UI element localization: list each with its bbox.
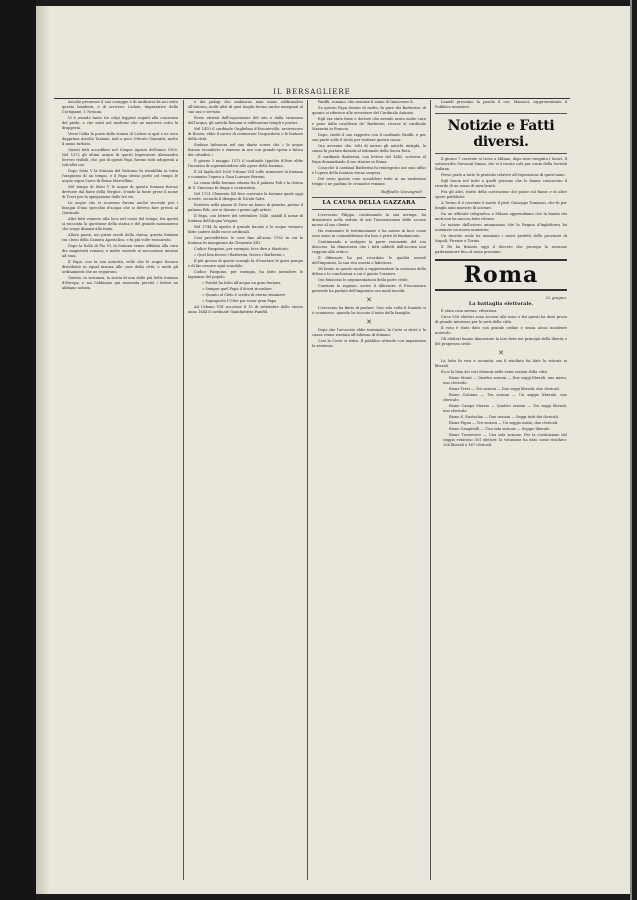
roma-date: 22 giugno.	[545, 295, 567, 300]
col4-paragraph: Il giorno 7 corrente si trova a Milano, dopo aver eseguito i lavori, il sottoscritto Giovanni Sanna, che si è recato colà per conto della Società Italiana.	[435, 157, 567, 171]
roma-paragraph: Il voto è stato dato con grande ordine e senza alcun incidente notevole.	[435, 326, 567, 335]
col3-section-paragraph: Convinta la ragione, scrive il difensore, il Procuratore generale ha parlato dell'imputato con modi insoliti.	[312, 284, 426, 293]
masthead-rule	[54, 98, 570, 99]
col2-paragraph: Il più grosso di questi consigli fu d'esortare le gravi pompe e di far cessare ogni scandalo.	[188, 259, 303, 268]
article-signature: Raffaello Giovagnoli	[381, 189, 422, 194]
col2-paragraph: Il giorno 3 maggio 1573 il cardinale Ippolito d'Este ebbe l'incarico di sopraintendere alle opere della fontana.	[188, 159, 303, 168]
roma-result: Rione Trevi — Tre sezioni — Due seggi liberali, due clericali.	[449, 387, 560, 391]
col4-paragraph: Un decreto reale ha nominato i nuovi prefetti delle provincie di Napoli, Firenze e Torino.	[435, 234, 567, 243]
col3-section-paragraph: Mi limito in questo modo a rappresentare la sostanza della difesa e le conclusioni a cui è giunto l'oratore.	[312, 267, 426, 276]
col3-paragraph: Del resto queste cose accaddero tutte in un medesimo tempo e ne parlano le cronache romane.	[312, 177, 426, 186]
col3-closing: Così la Corte si ritira. Il pubblico attende con impazienza la sentenza.	[312, 339, 426, 348]
roma-paragraph: La lotta fu viva e accanita, ma il risultato ha dato la vittoria ai liberali.	[435, 359, 567, 368]
col1-paragraph: Allora passò, nei primi secoli della chiesa, questa fontana tra i beni della Camera Apostolica, e fu più volte restaurata.	[62, 233, 178, 242]
col1-paragraph: Le acque che vi scorrono furono anche ricevute per i bisogni d'uno specchio d'acqua che si doveva fare presso al Quirinale.	[62, 201, 178, 215]
column-4	[435, 100, 567, 880]
col2-paragraph: e dei palagi che andavano man mano edificandosi all'intorno, molti altri di quei luoghi furono anche assegnati al suo uso e servizio.	[188, 100, 303, 114]
col4-paragraph: Egli lascia nel tutte a quelli persone che lo hanno conosciuto il ricordo di un uomo di rara bontà.	[435, 179, 567, 188]
scan-margin	[0, 0, 36, 900]
col2-closing: Ad Urbano VIII successe il 15 di settembre dello stesso anno 1644 il cardinale Giambattista Pamfili.	[188, 305, 303, 314]
column-divider	[183, 100, 184, 880]
col1-paragraph: Il Papa, con la sua autorità, volle che le acque fossero distribuite in egual misura alle case della città, e molti gli ordinamenti che ne seguirono.	[62, 260, 178, 274]
separator-cross: ✕	[366, 318, 372, 326]
separator-cross: ✕	[366, 296, 372, 304]
right-edge-line	[630, 0, 632, 900]
section-title: LA CAUSA DELLA GAZZARA	[322, 200, 416, 206]
roma-banner	[435, 259, 567, 291]
col2-paragraph: Così procedettero le cose fino all'anno 1762 in cui la fontana fu inaugurata da Clemente XIII.	[188, 236, 303, 245]
section-rule	[312, 197, 426, 198]
col2-verse: « Sempre quel Papa il dovrà ricordare	[202, 287, 272, 291]
col1-paragraph: Vi è avendo tanto tre colpi leggieri seguiti alla coscienza del piede, e che sentì nel moderar che ne nasceste sotto la drapperia.	[62, 116, 178, 130]
col1-paragraph: Arcolio promesse il suo coraggio e di unificarsi da noi sotto questa bandiera, e di scrivere: Lichen, Imperatrice delle Cortigiane, I. Nezioni.	[62, 100, 178, 114]
col2-quote: « Quel ben fecero i Barberini, fecero i Barberini »	[194, 253, 285, 257]
col4-paragraph: Da un ufficiale telegrafico a Milano apprendiamo che la banda dei moti non ha ancora fatto ritorno.	[435, 212, 567, 221]
col1-paragraph: Dopo Sisto V la fontana del Vaticano fu ristabilita in tutta l'ampiezza di un tempo, e il Papa stesso portò col tempo le acque sopra l'arco di Roma Marcellino.	[62, 169, 178, 183]
roma-paragraph: Circa 950 elettori sono accorsi alle urne e fra questi ha dato prova di grande interesse per le sorti della città.	[435, 315, 567, 324]
col3-section-paragraph: Il difensore ha poi ricordato le qualità morali dell'imputato, la sua vita onesta e laboriosa.	[312, 256, 426, 265]
roma-subtitle: La battaglia elettorale.	[468, 301, 534, 307]
col4-paragraph: Il Re ha firmato oggi il decreto che proroga la sessione parlamentare fino al mese prossimo.	[435, 245, 567, 254]
roma-paragraph: È stata cosa serena, vittoriosa.	[441, 309, 498, 313]
col3-paragraph: Il cardinale Barberini, con lettere del 1645, scriveva al Papa domandando il suo ritorno in Roma.	[312, 155, 426, 164]
col2-verse: « Sopraposto l'Urbe per esser gran Papa	[202, 299, 277, 303]
column-2	[188, 100, 303, 880]
col1-paragraph: Altri fatti vennero alla luce nel corso del tempo; fra questi si racconta la questione della statua e del grande monumento che sorge dinanzi alla fonte.	[62, 217, 178, 231]
col2-paragraph: La causa della fontana situata fra il palazzo Poli e la chiesa di S. Vincenzo fu lunga e contrastata.	[188, 181, 303, 190]
col3-section-paragraph: L'avvocato ha finito di parlare. Una sola volta il Daniele si è commosso, quando ha toccato il tasto della famiglia.	[312, 306, 426, 315]
col4-paragraph: Prese parte a tutte le pratiche relative all'esposizione di quest'anno.	[441, 173, 566, 177]
col3-paragraph: Egli era stato frate e dottore che avendo avuto molte cure e pene dalla cavalleria de' Barberini, ricorse al cardinale Mazarini in Francia.	[312, 117, 426, 131]
col2-paragraph: Codice Pasquino, per esempio, fece dire a Marforio:	[194, 247, 289, 251]
col3-section-paragraph: Dopo che l'avvocato ebbe terminato, la Corte si ritirò e la causa venne rinviata all'udienza di domani.	[312, 328, 426, 337]
col2-paragraph: Esisteva nella piazza di Trevi un banco di piombo, presso il palazzo Poli, ove si davano i premi agli artisti.	[188, 203, 303, 212]
col2-paragraph: Nel 1744 fu aperto il grande bacino e le acque vennero fatte cadere dalle rocce artificiali.	[188, 225, 303, 234]
roma-result: Rione Monti — Quattro sezioni — Due seggi liberali, uno misto, uno clericale.	[443, 376, 567, 385]
col1-paragraph: Questi fatti accaddero nel Cinque Agosto dell'anno 1500. Nel 1572 gli ultimi avanzi di questi Imperatore Alessandro Severo visibili, che, poi di questi Papi, furono tutti adoperati a tutt'altri usi.	[62, 148, 178, 167]
news-headline: Notizie e Fatti diversi.	[447, 118, 555, 150]
roma-result: Rione Pigna — Tre sezioni — Un seggio misto, due clericali.	[449, 421, 559, 425]
col2-paragraph: Nel 1731 Clemente XII fece costruire la fontana quale oggi si vede, secondo il disegno di Nicola Salvi.	[188, 192, 303, 201]
roma-result: Rione Trastevere — Una sola sezione. Per la costituzione del seggio votarono 381 elettori: la votazione ha dato come risultato: 206 liberali e 167 clericali.	[443, 433, 567, 447]
col2-verse: « Poiché ha fatto all'acqua un gran fontana	[202, 281, 281, 285]
roma-result: Rione Colonna — Tre sezioni — Un seggio liberale, uno clericale.	[443, 393, 567, 402]
roma-paragraph: Ecco la lista dei voti ottenuti nelle varie sezioni della città.	[441, 370, 548, 374]
col2-paragraph: Il 24 luglio del 1629 Urbano VIII volle rinnovare la fontana e commise l'opera a Gian Lorenzo Bernini.	[188, 170, 303, 179]
col1-paragraph: Questa, in sostanza, la storia di una delle più belle fontane d'Europa; e noi l'abbiamo qui riassunta perchè i lettori ne abbiano notizia.	[62, 276, 178, 290]
col3-section-paragraph: Continuando a svolgere la parte essenziale del suo discorso, ha dimostrato che i fatti addotti dall'accusa non reggono alla critica.	[312, 240, 426, 254]
masthead-title: IL BERSAGLIERE	[273, 88, 351, 96]
col3-paragraph: Ora avvenne che, tolti di mezzo gli antichi intrighi, la causa fu portata davanti al tribunale della Sacra Rota.	[312, 144, 426, 153]
section-rule	[435, 153, 567, 154]
roma-result: Rione Campo Marzio — Quattro sezioni — Tre seggi liberali, uno clericale.	[443, 404, 567, 413]
col2-paragraph: Codice Pasquino, per esempio, ha fatto intendere le lagnanze del popolo.	[188, 270, 303, 279]
col3-paragraph: Su questo Papa dovuto di molto, fu pure dei Barberini, di quanto si riferisce alle avventure del Cardinale Antonio.	[312, 106, 426, 115]
section-rule	[312, 209, 426, 210]
page-fold-shadow	[36, 6, 50, 894]
col4-paragraph: Fra gli altri, trattò della costruzione del ponte sul fiume e di altre opere pubbliche.	[435, 190, 567, 199]
col1-paragraph: Nel tempo di Sisto V le acque di questa fontana furono derivate dal fonte della Vergine, d'onde la fonte prese il nome di Trevi per la spiegazione delle tre vie.	[62, 185, 178, 199]
roma-title: Roma	[463, 262, 539, 288]
col3-paragraph: Dopo, trattò il suo rapporto con il cardinale Panfili, e per sua parte volle il titolo per trattare questa causa.	[312, 133, 426, 142]
col2-verse: « Quanto al Cielo è scritto di eterno rimanere	[202, 293, 286, 297]
roma-result: Rione Campitelli — Una sola sezione — Seggio liberale.	[449, 427, 551, 431]
col4-paragraph: A Torino il 6 corrente è morto il prof. Giuseppe Tommasi, che fu per lunghi anni maestro di scienze.	[435, 201, 567, 210]
section-rule	[435, 113, 567, 114]
col1-paragraph: Dopo la bolla di Pio VI, la fontana venne affidata alla cura dei magistrati romani; e molte vicende si raccontano intorno ad essa.	[62, 244, 178, 258]
column-1	[62, 100, 178, 880]
separator-cross: ✕	[498, 349, 504, 357]
col4-paragraph: Le notizie dall'estero annunziano che la Regina d'Inghilterra ha nominato un nuovo ministero.	[435, 223, 567, 232]
col2-paragraph: Il Papa, con lettere del settembre 1640, stabilì il nome di fontana dell'Acqua Vergine.	[188, 214, 303, 223]
column-3	[312, 100, 426, 880]
roma-paragraph: Gli elettori hanno dimostrato la loro fede nei principii della libertà e del progresso civile.	[435, 337, 567, 346]
col3-section-paragraph: L'avvocato Filippo, continuando la sua arringa, ha dimostrato nella seduta di ieri l'insussistenza delle accuse mosse al suo cliente.	[312, 213, 426, 227]
col2-paragraph: Stefano Infessura nel suo diario scrive che « le acque furono ricondotte e rimesse in uso con grande spesa e fatica dei cittadini ».	[188, 143, 303, 157]
column-divider	[307, 100, 308, 880]
col1-paragraph: Verso l'alba la porta della stanza di Lichen si aprì e ne esce dapprima Arcolio Taziano, indi a poco Vittorio Giannitti, molto il meno turbato.	[62, 132, 178, 146]
roma-result: Rione S. Eustachio — Due sezioni — Seggi tutti dei clericali.	[449, 415, 559, 419]
col3-section-paragraph: Qui finiscono le argomentazioni della parte civile.	[318, 278, 409, 282]
col4-intro: Lunedì prossimo la parola il cav. Manocci, rappresentante il Pubblico ministero.	[435, 100, 567, 109]
col3-section-paragraph: Ha esaminato le testimonianze e ha messo in luce come esse siano in contraddizione fra loro e prive di fondamento.	[312, 229, 426, 238]
col3-paragraph: Cosicchè il cardinal Barberini fu reintegrato nei suoi uffici e l'opera della fontana venne sospesa.	[312, 166, 426, 175]
col3-paragraph: Panfili, romano, che assunse il nome di Innocenzo X.	[318, 100, 414, 104]
column-divider	[430, 100, 431, 880]
col2-paragraph: Forse attirati dall'esposizione del sito e dalla vicinanza dell'acqua, gli antichi Romani vi edificarono templi e portici.	[188, 116, 303, 125]
col2-paragraph: Nel 1453 il cardinale Guglielmo d'Estouteville, arcivescovo di Rouen, ebbe il carico di restaurare l'acquedotto e le fontane della città.	[188, 127, 303, 141]
